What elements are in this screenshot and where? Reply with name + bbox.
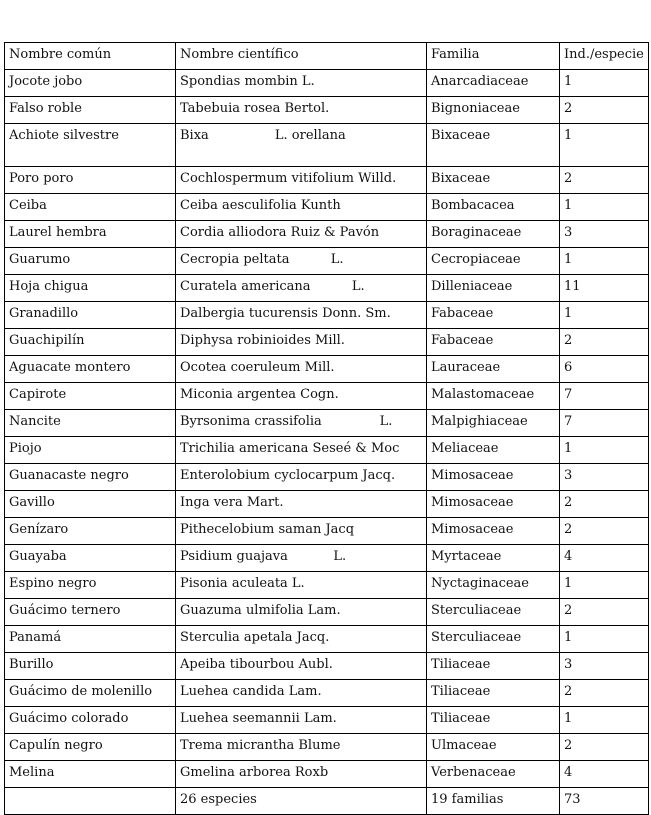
- familia-cell: Tiliaceae: [427, 653, 560, 680]
- familia-cell: Mimosaceae: [427, 464, 560, 491]
- nombre-cientifico-cell: Apeiba tibourbou Aubl.: [176, 653, 427, 680]
- nombre-cientifico-cell: Pithecelobium saman Jacq: [176, 518, 427, 545]
- ind-especie-cell: 2: [560, 329, 649, 356]
- familia-cell: Boraginaceae: [427, 221, 560, 248]
- familia-cell: Fabaceae: [427, 302, 560, 329]
- nombre-comun-cell: Nancite: [5, 410, 176, 437]
- familia-cell: Nyctaginaceae: [427, 572, 560, 599]
- table-row: [5, 275, 649, 302]
- nombre-cientifico-cell: Ceiba aesculifolia Kunth: [176, 194, 427, 221]
- table-row: [5, 70, 649, 97]
- table-row: [5, 302, 649, 329]
- familia-cell: Myrtaceae: [427, 545, 560, 572]
- ind-especie-cell: 1: [560, 572, 649, 599]
- ind-especie-cell: 2: [560, 734, 649, 761]
- familia-cell: Cecropiaceae: [427, 248, 560, 275]
- nombre-comun-cell: Granadillo: [5, 302, 176, 329]
- table-row: [5, 383, 649, 410]
- ind-especie-cell: 11: [560, 275, 649, 302]
- nombre-comun-cell: Jocote jobo: [5, 70, 176, 97]
- ind-especie-cell: 1: [560, 248, 649, 275]
- ind-especie-cell: 1: [560, 626, 649, 653]
- table-row: [5, 680, 649, 707]
- total-nombre-cientifico-cell: 26 especies: [176, 788, 427, 815]
- ind-especie-cell: 6: [560, 356, 649, 383]
- ind-especie-cell: 2: [560, 599, 649, 626]
- nombre-comun-cell: Aguacate montero: [5, 356, 176, 383]
- nombre-cientifico-cell: Sterculia apetala Jacq.: [176, 626, 427, 653]
- familia-cell: Malastomaceae: [427, 383, 560, 410]
- table-row: [5, 761, 649, 788]
- nombre-comun-cell: Achiote silvestre: [5, 124, 176, 167]
- nombre-comun-cell: Guácimo colorado: [5, 707, 176, 734]
- familia-cell: Bignoniaceae: [427, 97, 560, 124]
- table-row: [5, 707, 649, 734]
- nombre-cientifico-cell: Bixa L. orellana: [176, 124, 427, 167]
- table-row: [5, 626, 649, 653]
- ind-especie-cell: 3: [560, 653, 649, 680]
- nombre-comun-cell: Gavillo: [5, 491, 176, 518]
- table-row: [5, 97, 649, 124]
- nombre-cientifico-cell: Psidium guajava L.: [176, 545, 427, 572]
- table-row: [5, 734, 649, 761]
- table-header-row: [5, 43, 649, 70]
- table-row: [5, 167, 649, 194]
- table-row: [5, 356, 649, 383]
- header-ind-especie: Ind./especie: [560, 43, 649, 70]
- nombre-cientifico-cell: Luehea seemannii Lam.: [176, 707, 427, 734]
- ind-especie-cell: 1: [560, 707, 649, 734]
- total-familia-cell: 19 familias: [427, 788, 560, 815]
- familia-cell: Sterculiaceae: [427, 599, 560, 626]
- familia-cell: Bixaceae: [427, 167, 560, 194]
- nombre-comun-cell: Genízaro: [5, 518, 176, 545]
- table-row: [5, 572, 649, 599]
- familia-cell: Mimosaceae: [427, 491, 560, 518]
- ind-especie-cell: 7: [560, 410, 649, 437]
- nombre-comun-cell: Melina: [5, 761, 176, 788]
- ind-especie-cell: 2: [560, 97, 649, 124]
- ind-especie-cell: 4: [560, 761, 649, 788]
- familia-cell: Verbenaceae: [427, 761, 560, 788]
- nombre-cientifico-cell: Luehea candida Lam.: [176, 680, 427, 707]
- nombre-comun-cell: Guácimo de molenillo: [5, 680, 176, 707]
- table-row: [5, 653, 649, 680]
- familia-cell: Fabaceae: [427, 329, 560, 356]
- nombre-comun-cell: Capulín negro: [5, 734, 176, 761]
- nombre-cientifico-cell: Trema micrantha Blume: [176, 734, 427, 761]
- familia-cell: Tiliaceae: [427, 707, 560, 734]
- familia-cell: Meliaceae: [427, 437, 560, 464]
- nombre-cientifico-cell: Gmelina arborea Roxb: [176, 761, 427, 788]
- familia-cell: Ulmaceae: [427, 734, 560, 761]
- nombre-cientifico-cell: Inga vera Mart.: [176, 491, 427, 518]
- table-row: [5, 221, 649, 248]
- familia-cell: Anarcadiaceae: [427, 70, 560, 97]
- familia-cell: Tiliaceae: [427, 680, 560, 707]
- ind-especie-cell: 1: [560, 302, 649, 329]
- header-nombre-cientifico: Nombre científico: [176, 43, 427, 70]
- nombre-cientifico-cell: Ocotea coeruleum Mill.: [176, 356, 427, 383]
- ind-especie-cell: 1: [560, 70, 649, 97]
- table-row: [5, 491, 649, 518]
- table-row: [5, 248, 649, 275]
- table-row: [5, 329, 649, 356]
- table-row: [5, 194, 649, 221]
- table-row: [5, 124, 649, 167]
- ind-especie-cell: 4: [560, 545, 649, 572]
- nombre-cientifico-cell: Pisonia aculeata L.: [176, 572, 427, 599]
- species-table: [4, 42, 649, 815]
- nombre-comun-cell: Ceiba: [5, 194, 176, 221]
- nombre-comun-cell: Guácimo ternero: [5, 599, 176, 626]
- nombre-cientifico-cell: Miconia argentea Cogn.: [176, 383, 427, 410]
- table-row: [5, 437, 649, 464]
- nombre-comun-cell: Falso roble: [5, 97, 176, 124]
- nombre-comun-cell: Capirote: [5, 383, 176, 410]
- nombre-comun-cell: Espino negro: [5, 572, 176, 599]
- nombre-cientifico-cell: Tabebuia rosea Bertol.: [176, 97, 427, 124]
- total-ind-especie-cell: 73: [560, 788, 649, 815]
- nombre-comun-cell: Panamá: [5, 626, 176, 653]
- nombre-comun-cell: Laurel hembra: [5, 221, 176, 248]
- nombre-cientifico-cell: Byrsonima crassifolia L.: [176, 410, 427, 437]
- table-row: [5, 518, 649, 545]
- nombre-cientifico-cell: Curatela americana L.: [176, 275, 427, 302]
- ind-especie-cell: 3: [560, 221, 649, 248]
- familia-cell: Dilleniaceae: [427, 275, 560, 302]
- nombre-cientifico-cell: Cochlospermum vitifolium Willd.: [176, 167, 427, 194]
- nombre-comun-cell: Poro poro: [5, 167, 176, 194]
- nombre-cientifico-cell: Cecropia peltata L.: [176, 248, 427, 275]
- nombre-comun-cell: Guachipilín: [5, 329, 176, 356]
- ind-especie-cell: 1: [560, 124, 649, 167]
- nombre-cientifico-cell: Enterolobium cyclocarpum Jacq.: [176, 464, 427, 491]
- nombre-comun-cell: Hoja chigua: [5, 275, 176, 302]
- ind-especie-cell: 7: [560, 383, 649, 410]
- familia-cell: Lauraceae: [427, 356, 560, 383]
- table-row: [5, 545, 649, 572]
- total-nombre-comun-cell: [5, 788, 176, 815]
- nombre-comun-cell: Piojo: [5, 437, 176, 464]
- totals-row: [5, 788, 649, 815]
- table-row: [5, 464, 649, 491]
- familia-cell: Bombacacea: [427, 194, 560, 221]
- ind-especie-cell: 3: [560, 464, 649, 491]
- nombre-cientifico-cell: Cordia alliodora Ruiz & Pavón: [176, 221, 427, 248]
- nombre-cientifico-cell: Spondias mombin L.: [176, 70, 427, 97]
- familia-cell: Mimosaceae: [427, 518, 560, 545]
- nombre-comun-cell: Burillo: [5, 653, 176, 680]
- nombre-cientifico-cell: Dalbergia tucurensis Donn. Sm.: [176, 302, 427, 329]
- species-table-body: [5, 43, 649, 815]
- nombre-cientifico-cell: Trichilia americana Seseé & Moc: [176, 437, 427, 464]
- nombre-comun-cell: Guanacaste negro: [5, 464, 176, 491]
- ind-especie-cell: 2: [560, 518, 649, 545]
- table-row: [5, 599, 649, 626]
- familia-cell: Bixaceae: [427, 124, 560, 167]
- familia-cell: Sterculiaceae: [427, 626, 560, 653]
- header-nombre-comun: Nombre común: [5, 43, 176, 70]
- nombre-cientifico-cell: Guazuma ulmifolia Lam.: [176, 599, 427, 626]
- ind-especie-cell: 1: [560, 194, 649, 221]
- ind-especie-cell: 2: [560, 491, 649, 518]
- header-familia: Familia: [427, 43, 560, 70]
- familia-cell: Malpighiaceae: [427, 410, 560, 437]
- table-row: [5, 410, 649, 437]
- ind-especie-cell: 2: [560, 680, 649, 707]
- nombre-cientifico-cell: Diphysa robinioides Mill.: [176, 329, 427, 356]
- nombre-comun-cell: Guayaba: [5, 545, 176, 572]
- nombre-comun-cell: Guarumo: [5, 248, 176, 275]
- ind-especie-cell: 1: [560, 437, 649, 464]
- ind-especie-cell: 2: [560, 167, 649, 194]
